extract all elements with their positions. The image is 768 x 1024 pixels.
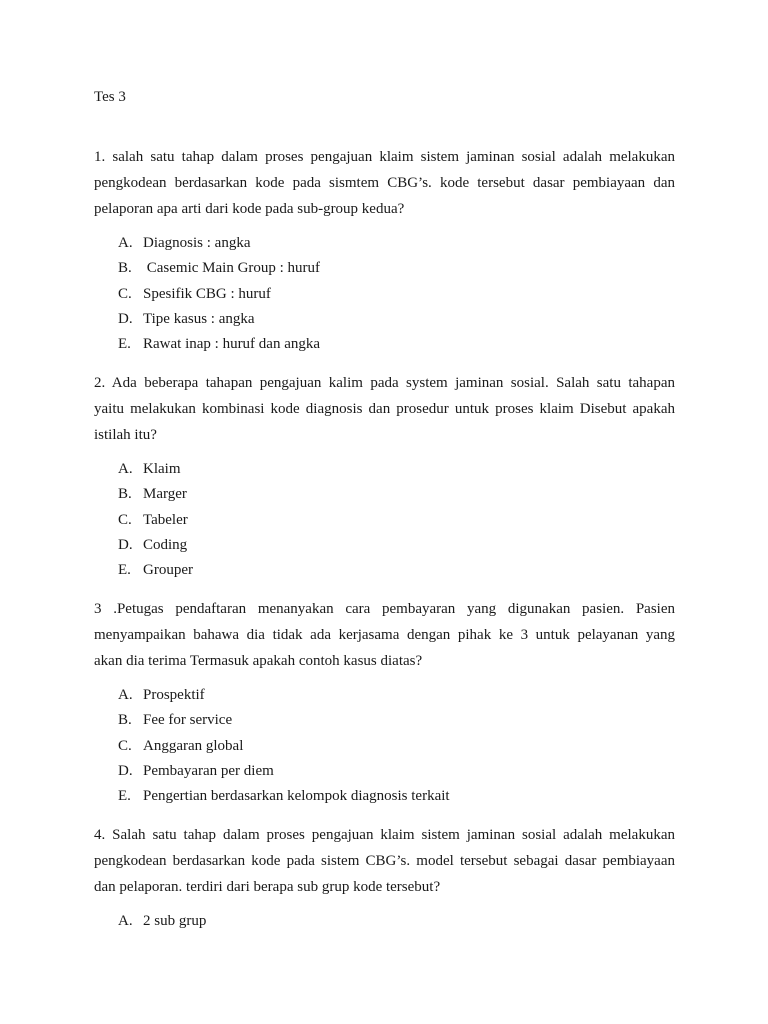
option-letter: B.: [118, 712, 132, 729]
question-line: 2. Ada beberapa tahapan pengajuan kalim pada system jaminan sosial. Salah satu tahapan: [94, 375, 675, 391]
question-line: 3 .Petugas pendaftaran menanyakan cara pembayaran yang digunakan pasien. Pasien: [94, 601, 675, 617]
option-letter: A.: [118, 461, 133, 477]
option-text: Pengertian berdasarkan kelompok diagnosis terkait: [143, 788, 450, 805]
question-line: pengkodean berdasarkan kode pada sismtem CBG’s. kode tersebut dasar pembiayaan dan: [94, 175, 675, 191]
option-letter: B.: [118, 486, 132, 503]
option-text: Marger: [143, 486, 187, 503]
option-text: Spesifik CBG : huruf: [143, 285, 271, 302]
option-letter: E.: [118, 336, 131, 353]
question-1-options: [118, 231, 320, 357]
option-letter: D.: [118, 536, 133, 553]
question-line: pengkodean berdasarkan kode pada sistem CBG’s. model tersebut sebagai dasar pembiayaan: [94, 853, 675, 869]
option-text: Pembayaran per diem: [143, 762, 274, 779]
option-text: Coding: [143, 536, 188, 553]
option-text: Grouper: [143, 562, 193, 579]
question-line: 4. Salah satu tahap dalam proses pengajuan klaim sistem jaminan sosial adalah melakukan: [94, 827, 675, 843]
option-letter: A.: [118, 235, 133, 251]
option-text: 2 sub grup: [143, 913, 207, 929]
option-letter: D.: [118, 310, 133, 327]
question-2-options: [118, 457, 193, 583]
question-3-options: [118, 683, 450, 809]
option-item: [118, 734, 450, 759]
option-item: [118, 282, 320, 307]
question-line: menyampaikan bahawa dia tidak ada kerjasama dengan pihak ke 3 untuk pelayanan yang: [94, 627, 675, 643]
question-3-text: [94, 596, 675, 674]
option-item: [118, 508, 193, 533]
option-letter: B.: [118, 260, 132, 277]
option-item: [118, 231, 320, 256]
option-letter: C.: [118, 285, 132, 302]
question-1-text: [94, 144, 675, 222]
question-line: 1. salah satu tahap dalam proses pengajuan klaim sistem jaminan sosial adalah melakukan: [94, 149, 675, 165]
option-item: [118, 683, 450, 708]
option-item: [118, 708, 450, 733]
question-line: dan pelaporan. terdiri dari berapa sub grup kode tersebut?: [94, 879, 441, 895]
question-line: pelaporan apa arti dari kode pada sub-group kedua?: [94, 201, 405, 217]
option-text: Rawat inap : huruf dan angka: [143, 336, 321, 353]
option-text: Tipe kasus : angka: [143, 310, 255, 327]
option-text: Casemic Main Group : huruf: [143, 260, 321, 277]
option-item: [118, 256, 320, 281]
question-4-text: [94, 822, 675, 900]
question-2-text: [94, 370, 675, 448]
option-item: [118, 482, 193, 507]
option-item: [118, 784, 450, 809]
option-item: [118, 332, 320, 357]
option-letter: E.: [118, 562, 131, 579]
question-line: yaitu melakukan kombinasi kode diagnosis dan prosedur untuk proses klaim Disebut apakah: [94, 401, 675, 417]
question-line: akan dia terima Termasuk apakah contoh kasus diatas?: [94, 653, 423, 669]
option-text: Fee for service: [143, 712, 233, 729]
option-item: [118, 533, 193, 558]
option-letter: D.: [118, 762, 133, 779]
option-text: Diagnosis : angka: [143, 235, 251, 251]
option-item: [118, 457, 193, 482]
option-letter: A.: [118, 687, 133, 703]
option-text: Tabeler: [143, 511, 188, 528]
option-item: [118, 759, 450, 784]
option-text: Klaim: [143, 461, 181, 477]
option-letter: C.: [118, 511, 132, 528]
option-letter: C.: [118, 737, 132, 754]
option-letter: A.: [118, 913, 133, 929]
question-line: istilah itu?: [94, 427, 157, 443]
question-4-options: [118, 909, 206, 934]
option-text: Anggaran global: [143, 737, 244, 754]
option-item: [118, 307, 320, 332]
option-item: [118, 909, 206, 934]
option-item: [118, 558, 193, 583]
document-title: Tes 3: [94, 89, 126, 105]
option-letter: E.: [118, 788, 131, 805]
option-text: Prospektif: [143, 687, 205, 703]
